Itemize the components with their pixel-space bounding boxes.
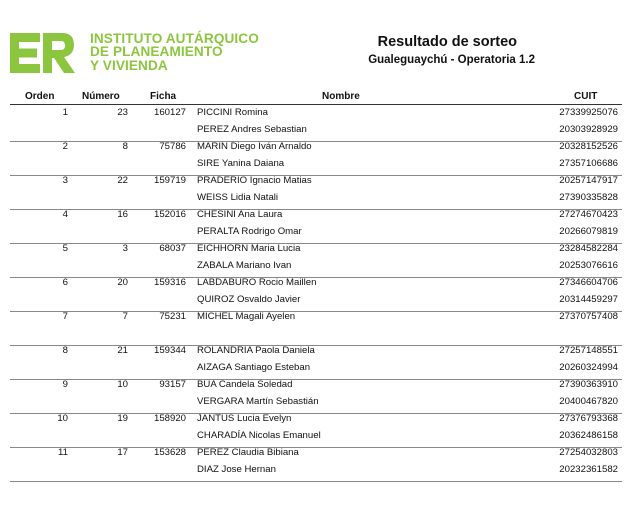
numero-cell: 21	[117, 345, 128, 356]
nombre-cell: CHESINI Ana Laura	[197, 209, 283, 220]
numero-cell: 16	[117, 209, 128, 220]
org-name-line-3: Y VIVIENDA	[90, 57, 168, 73]
nombre-cell: BUA Candela Soledad	[197, 379, 293, 390]
numero-cell: 20	[117, 277, 128, 288]
orden-cell: 6	[62, 277, 68, 288]
cuit-cell: 20328152526	[559, 141, 618, 152]
cuit-cell: 27274670423	[559, 209, 618, 220]
nombre-cell: CHARADÍA Nicolas Emanuel	[197, 430, 321, 441]
col-header-nombre: Nombre	[322, 91, 360, 102]
numero-cell: 22	[117, 175, 128, 186]
cuit-cell: 20232361582	[559, 464, 618, 475]
orden-cell: 3	[62, 175, 68, 186]
col-header-numero: Número	[82, 91, 120, 102]
cuit-cell: 27390363910	[559, 379, 618, 390]
numero-cell: 23	[117, 107, 128, 118]
nombre-cell: JANTUS Lucia Evelyn	[197, 413, 292, 424]
numero-cell: 3	[122, 243, 128, 254]
nombre-cell: SIRE Yanina Daiana	[197, 158, 285, 169]
er-logo-mark	[10, 33, 76, 73]
cuit-cell: 20257147917	[559, 175, 618, 186]
ficha-cell: 153628	[153, 447, 186, 458]
table-row-group	[10, 209, 622, 244]
ficha-cell: 68037	[159, 243, 186, 254]
cuit-cell: 23284582284	[559, 243, 618, 254]
nombre-cell: DIAZ Jose Hernan	[197, 464, 276, 475]
table-row-group	[10, 311, 622, 346]
nombre-cell: VERGARA Martín Sebastián	[197, 396, 319, 407]
col-header-orden: Orden	[25, 91, 55, 102]
cuit-cell: 27346604706	[559, 277, 618, 288]
nombre-cell: PICCINI Romina	[197, 107, 268, 118]
nombre-cell: MARIN Diego Iván Arnaldo	[197, 141, 312, 152]
nombre-cell: MICHEL Magali Ayelen	[197, 311, 296, 322]
col-header-ficha: Ficha	[150, 91, 177, 102]
org-name	[90, 32, 259, 72]
cuit-cell: 20400467820	[559, 396, 618, 407]
orden-cell: 4	[62, 209, 68, 220]
ficha-cell: 75231	[159, 311, 186, 322]
ficha-cell: 158920	[153, 413, 186, 424]
ficha-cell: 93157	[159, 379, 186, 390]
nombre-cell: QUIROZ Osvaldo Javier	[197, 294, 301, 305]
nombre-cell: EICHHORN Maria Lucia	[197, 243, 301, 254]
nombre-cell: ROLANDRIA Paola Daniela	[197, 345, 315, 356]
cuit-cell: 27254032803	[559, 447, 618, 458]
numero-cell: 8	[122, 141, 128, 152]
ficha-cell: 159719	[153, 175, 186, 186]
table-row-group	[10, 447, 622, 482]
table-row-group	[10, 175, 622, 210]
table-row-group	[10, 107, 622, 142]
table-row-group	[10, 277, 622, 312]
ficha-cell: 75786	[159, 141, 186, 152]
cuit-cell: 27257148551	[559, 345, 618, 356]
cuit-cell: 20314459297	[559, 294, 618, 305]
org-logo	[10, 33, 270, 75]
org-name-line-2: DE PLANEAMIENTO	[90, 44, 223, 60]
nombre-cell: WEISS Lidia Natali	[197, 192, 279, 203]
nombre-cell: PERALTA Rodrigo Omar	[197, 226, 302, 237]
numero-cell: 10	[117, 379, 128, 390]
table-row-group	[10, 413, 622, 448]
cuit-cell: 27357106686	[559, 158, 618, 169]
cuit-cell: 20303928929	[559, 124, 618, 135]
nombre-cell: PEREZ Claudia Bibiana	[197, 447, 299, 458]
org-name-line-1: INSTITUTO AUTÁRQUICO	[90, 31, 259, 46]
table-row-group	[10, 243, 622, 278]
orden-cell: 2	[62, 141, 68, 152]
cuit-cell: 20260324994	[559, 362, 618, 373]
table-row-group	[10, 141, 622, 176]
report-title: Resultado de sorteo	[377, 34, 517, 50]
orden-cell: 10	[57, 413, 68, 424]
ficha-cell: 159344	[153, 345, 186, 356]
ficha-cell: 159316	[153, 277, 186, 288]
cuit-cell: 27390335828	[559, 192, 618, 203]
nombre-cell: ZABALA Mariano Ivan	[197, 260, 292, 271]
nombre-cell: AIZAGA Santiago Esteban	[197, 362, 311, 373]
orden-cell: 8	[62, 345, 68, 356]
cuit-cell: 27339925076	[559, 107, 618, 118]
cuit-cell: 27370757408	[559, 311, 618, 322]
numero-cell: 19	[117, 413, 128, 424]
table-row-group	[10, 379, 622, 414]
cuit-cell: 20253076616	[559, 260, 618, 271]
report-subtitle: Gualeguaychú - Operatoria 1.2	[368, 54, 535, 66]
orden-cell: 11	[58, 447, 68, 458]
ficha-cell: 152016	[153, 209, 186, 220]
cuit-cell: 20266079819	[559, 226, 618, 237]
orden-cell: 1	[62, 107, 68, 118]
orden-cell: 5	[62, 243, 68, 254]
orden-cell: 7	[62, 311, 68, 322]
nombre-cell: PEREZ Andres Sebastian	[197, 124, 307, 135]
ficha-cell: 160127	[153, 107, 186, 118]
cuit-cell: 20362486158	[559, 430, 618, 441]
header-rule	[10, 104, 622, 105]
nombre-cell: PRADERIO Ignacio Matias	[197, 175, 312, 186]
numero-cell: 17	[117, 447, 128, 458]
table-row-group	[10, 345, 622, 380]
nombre-cell: LABDABURO Rocio Maillen	[197, 277, 317, 288]
col-header-cuit: CUIT	[574, 91, 598, 102]
orden-cell: 9	[62, 379, 68, 390]
numero-cell: 7	[122, 311, 128, 322]
cuit-cell: 27376793368	[559, 413, 618, 424]
